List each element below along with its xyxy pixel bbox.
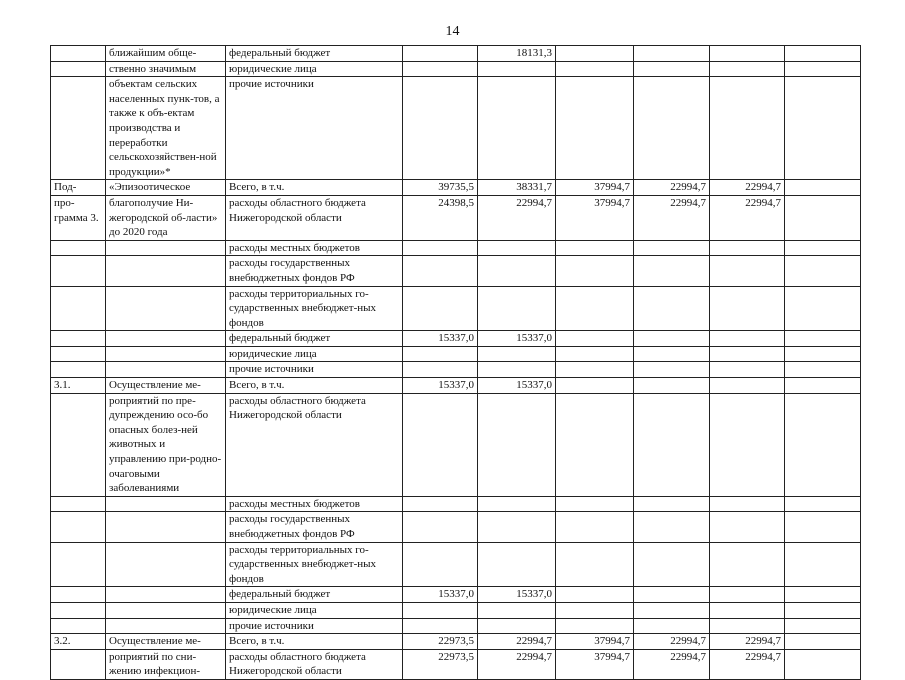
value-year-6-cell	[785, 240, 861, 256]
value-year-6-cell	[785, 618, 861, 634]
value-year-3-cell	[556, 378, 634, 394]
program-name-cell	[106, 618, 226, 634]
value-year-3-cell	[556, 393, 634, 496]
value-year-6-cell	[785, 61, 861, 77]
funding-source-cell: Всего, в т.ч.	[226, 180, 403, 196]
value-year-3-cell	[556, 496, 634, 512]
program-name-cell	[106, 542, 226, 587]
program-name-cell: Осуществление ме-	[106, 378, 226, 394]
value-year-1-cell	[403, 542, 478, 587]
program-number-cell	[51, 512, 106, 542]
funding-source-cell: расходы областного бюджета Нижегородской области	[226, 195, 403, 240]
program-number-cell	[51, 346, 106, 362]
table-row	[51, 649, 861, 679]
program-name-cell	[106, 240, 226, 256]
funding-source-cell: расходы местных бюджетов	[226, 496, 403, 512]
value-year-1-cell	[403, 512, 478, 542]
value-year-5-cell: 22994,7	[710, 195, 785, 240]
value-year-4-cell	[634, 587, 710, 603]
value-year-6-cell	[785, 649, 861, 679]
funding-source-cell: расходы местных бюджетов	[226, 240, 403, 256]
value-year-5-cell	[710, 618, 785, 634]
table-row	[51, 512, 861, 542]
value-year-1-cell	[403, 61, 478, 77]
value-year-4-cell: 22994,7	[634, 180, 710, 196]
table-row	[51, 496, 861, 512]
value-year-2-cell	[478, 346, 556, 362]
value-year-5-cell: 22994,7	[710, 634, 785, 650]
value-year-6-cell	[785, 587, 861, 603]
program-number-cell	[51, 602, 106, 618]
value-year-5-cell: 22994,7	[710, 649, 785, 679]
program-name-cell: «Эпизоотическое	[106, 180, 226, 196]
value-year-5-cell	[710, 240, 785, 256]
value-year-2-cell: 22994,7	[478, 649, 556, 679]
table-row	[51, 61, 861, 77]
value-year-1-cell: 15337,0	[403, 331, 478, 347]
value-year-1-cell: 22973,5	[403, 649, 478, 679]
value-year-2-cell	[478, 542, 556, 587]
value-year-3-cell	[556, 512, 634, 542]
value-year-6-cell	[785, 77, 861, 180]
value-year-5-cell	[710, 256, 785, 286]
value-year-6-cell	[785, 286, 861, 331]
budget-table	[50, 45, 861, 680]
value-year-2-cell: 38331,7	[478, 180, 556, 196]
value-year-6-cell	[785, 346, 861, 362]
program-name-cell: объектам сельских населенных пунк-тов, а также к объ-ектам производства и переработки сельскохозяйствен-ной продукции»*	[106, 77, 226, 180]
program-number-cell	[51, 46, 106, 62]
value-year-6-cell	[785, 602, 861, 618]
value-year-2-cell	[478, 240, 556, 256]
program-name-cell	[106, 286, 226, 331]
program-name-cell	[106, 496, 226, 512]
funding-source-cell: юридические лица	[226, 346, 403, 362]
program-number-cell	[51, 618, 106, 634]
value-year-4-cell	[634, 286, 710, 331]
value-year-2-cell	[478, 602, 556, 618]
value-year-4-cell	[634, 331, 710, 347]
value-year-6-cell	[785, 256, 861, 286]
value-year-6-cell	[785, 542, 861, 587]
value-year-1-cell	[403, 286, 478, 331]
value-year-2-cell: 15337,0	[478, 331, 556, 347]
value-year-5-cell	[710, 362, 785, 378]
value-year-6-cell	[785, 378, 861, 394]
table-row	[51, 180, 861, 196]
value-year-4-cell	[634, 618, 710, 634]
table-row	[51, 542, 861, 587]
value-year-4-cell	[634, 362, 710, 378]
program-name-cell: роприятий по сни-жению инфекцион-	[106, 649, 226, 679]
value-year-4-cell: 22994,7	[634, 634, 710, 650]
value-year-4-cell	[634, 496, 710, 512]
program-number-cell	[51, 362, 106, 378]
table-row	[51, 331, 861, 347]
value-year-5-cell	[710, 512, 785, 542]
value-year-3-cell	[556, 240, 634, 256]
value-year-3-cell	[556, 362, 634, 378]
value-year-1-cell	[403, 602, 478, 618]
value-year-1-cell	[403, 346, 478, 362]
program-number-cell	[51, 286, 106, 331]
value-year-1-cell: 15337,0	[403, 378, 478, 394]
value-year-1-cell	[403, 496, 478, 512]
page-number: 14	[445, 24, 460, 39]
value-year-2-cell	[478, 61, 556, 77]
value-year-4-cell: 22994,7	[634, 195, 710, 240]
value-year-6-cell	[785, 512, 861, 542]
table-row	[51, 77, 861, 180]
table-row	[51, 602, 861, 618]
funding-source-cell: Всего, в т.ч.	[226, 378, 403, 394]
table-row	[51, 378, 861, 394]
program-number-cell	[51, 496, 106, 512]
funding-source-cell: юридические лица	[226, 602, 403, 618]
value-year-1-cell: 15337,0	[403, 587, 478, 603]
program-name-cell	[106, 602, 226, 618]
value-year-2-cell	[478, 512, 556, 542]
funding-source-cell: федеральный бюджет	[226, 587, 403, 603]
value-year-1-cell: 22973,5	[403, 634, 478, 650]
table-row	[51, 393, 861, 496]
value-year-2-cell	[478, 618, 556, 634]
value-year-5-cell	[710, 496, 785, 512]
funding-source-cell: расходы территориальных го-сударственных внебюджет-ных фондов	[226, 542, 403, 587]
value-year-1-cell: 39735,5	[403, 180, 478, 196]
funding-source-cell: прочие источники	[226, 77, 403, 180]
program-number-cell	[51, 61, 106, 77]
value-year-4-cell	[634, 378, 710, 394]
value-year-5-cell: 22994,7	[710, 180, 785, 196]
value-year-4-cell	[634, 602, 710, 618]
value-year-1-cell	[403, 362, 478, 378]
value-year-6-cell	[785, 195, 861, 240]
funding-source-cell: федеральный бюджет	[226, 331, 403, 347]
table-row	[51, 618, 861, 634]
program-number-cell	[51, 542, 106, 587]
program-name-cell: ственно значимым	[106, 61, 226, 77]
program-number-cell	[51, 649, 106, 679]
table-row	[51, 46, 861, 62]
value-year-2-cell	[478, 393, 556, 496]
value-year-2-cell	[478, 77, 556, 180]
value-year-3-cell	[556, 331, 634, 347]
value-year-3-cell	[556, 46, 634, 62]
value-year-2-cell	[478, 362, 556, 378]
funding-source-cell: юридические лица	[226, 61, 403, 77]
program-number-cell: про-грамма 3.	[51, 195, 106, 240]
program-name-cell: Осуществление ме-	[106, 634, 226, 650]
value-year-3-cell	[556, 286, 634, 331]
value-year-3-cell: 37994,7	[556, 195, 634, 240]
program-name-cell	[106, 256, 226, 286]
table-row	[51, 634, 861, 650]
value-year-2-cell: 15337,0	[478, 378, 556, 394]
program-number-cell: 3.2.	[51, 634, 106, 650]
value-year-4-cell	[634, 512, 710, 542]
value-year-4-cell	[634, 256, 710, 286]
value-year-1-cell	[403, 393, 478, 496]
value-year-4-cell: 22994,7	[634, 649, 710, 679]
value-year-2-cell: 18131,3	[478, 46, 556, 62]
funding-source-cell: расходы государственных внебюджетных фондов РФ	[226, 512, 403, 542]
value-year-2-cell	[478, 496, 556, 512]
value-year-6-cell	[785, 393, 861, 496]
program-name-cell: роприятий по пре-дупреждению осо-бо опасных болез-ней животных и управлению при-родно-очаговыми заболеваниями	[106, 393, 226, 496]
value-year-3-cell: 37994,7	[556, 180, 634, 196]
value-year-2-cell: 15337,0	[478, 587, 556, 603]
program-name-cell	[106, 587, 226, 603]
value-year-5-cell	[710, 61, 785, 77]
value-year-3-cell	[556, 256, 634, 286]
value-year-5-cell	[710, 378, 785, 394]
program-name-cell: благополучие Ни-жегородской об-ласти» до 2020 года	[106, 195, 226, 240]
value-year-2-cell: 22994,7	[478, 195, 556, 240]
value-year-6-cell	[785, 496, 861, 512]
value-year-3-cell	[556, 602, 634, 618]
table-row	[51, 362, 861, 378]
value-year-4-cell	[634, 542, 710, 587]
value-year-2-cell	[478, 256, 556, 286]
program-number-cell	[51, 240, 106, 256]
table-row	[51, 346, 861, 362]
value-year-3-cell: 37994,7	[556, 634, 634, 650]
program-name-cell	[106, 331, 226, 347]
value-year-4-cell	[634, 77, 710, 180]
value-year-5-cell	[710, 602, 785, 618]
program-number-cell	[51, 393, 106, 496]
value-year-3-cell	[556, 587, 634, 603]
value-year-6-cell	[785, 46, 861, 62]
value-year-6-cell	[785, 634, 861, 650]
value-year-6-cell	[785, 362, 861, 378]
program-name-cell	[106, 512, 226, 542]
program-name-cell	[106, 362, 226, 378]
program-name-cell	[106, 346, 226, 362]
value-year-5-cell	[710, 286, 785, 331]
value-year-4-cell	[634, 393, 710, 496]
value-year-3-cell	[556, 346, 634, 362]
funding-source-cell: Всего, в т.ч.	[226, 634, 403, 650]
value-year-4-cell	[634, 46, 710, 62]
program-number-cell	[51, 331, 106, 347]
funding-source-cell: расходы областного бюджета Нижегородской области	[226, 649, 403, 679]
value-year-6-cell	[785, 331, 861, 347]
value-year-2-cell	[478, 286, 556, 331]
value-year-3-cell	[556, 618, 634, 634]
program-number-cell	[51, 256, 106, 286]
table-row	[51, 587, 861, 603]
program-name-cell: ближайшим обще-	[106, 46, 226, 62]
program-number-cell	[51, 587, 106, 603]
table-row	[51, 240, 861, 256]
value-year-5-cell	[710, 587, 785, 603]
table-row	[51, 195, 861, 240]
table-row	[51, 256, 861, 286]
value-year-5-cell	[710, 77, 785, 180]
funding-source-cell: прочие источники	[226, 618, 403, 634]
value-year-4-cell	[634, 61, 710, 77]
value-year-4-cell	[634, 240, 710, 256]
value-year-1-cell	[403, 46, 478, 62]
value-year-1-cell	[403, 256, 478, 286]
value-year-1-cell	[403, 77, 478, 180]
value-year-4-cell	[634, 346, 710, 362]
value-year-6-cell	[785, 180, 861, 196]
program-number-cell: 3.1.	[51, 378, 106, 394]
table-row	[51, 286, 861, 331]
program-number-cell	[51, 77, 106, 180]
value-year-3-cell: 37994,7	[556, 649, 634, 679]
funding-source-cell: расходы государственных внебюджетных фондов РФ	[226, 256, 403, 286]
funding-source-cell: федеральный бюджет	[226, 46, 403, 62]
value-year-5-cell	[710, 542, 785, 587]
value-year-1-cell	[403, 618, 478, 634]
value-year-1-cell	[403, 240, 478, 256]
value-year-3-cell	[556, 77, 634, 180]
value-year-5-cell	[710, 393, 785, 496]
value-year-1-cell: 24398,5	[403, 195, 478, 240]
value-year-5-cell	[710, 346, 785, 362]
value-year-3-cell	[556, 542, 634, 587]
funding-source-cell: расходы областного бюджета Нижегородской области	[226, 393, 403, 496]
funding-source-cell: прочие источники	[226, 362, 403, 378]
value-year-2-cell: 22994,7	[478, 634, 556, 650]
value-year-5-cell	[710, 331, 785, 347]
value-year-5-cell	[710, 46, 785, 62]
funding-source-cell: расходы территориальных го-сударственных внебюджет-ных фондов	[226, 286, 403, 331]
value-year-3-cell	[556, 61, 634, 77]
program-number-cell: Под-	[51, 180, 106, 196]
